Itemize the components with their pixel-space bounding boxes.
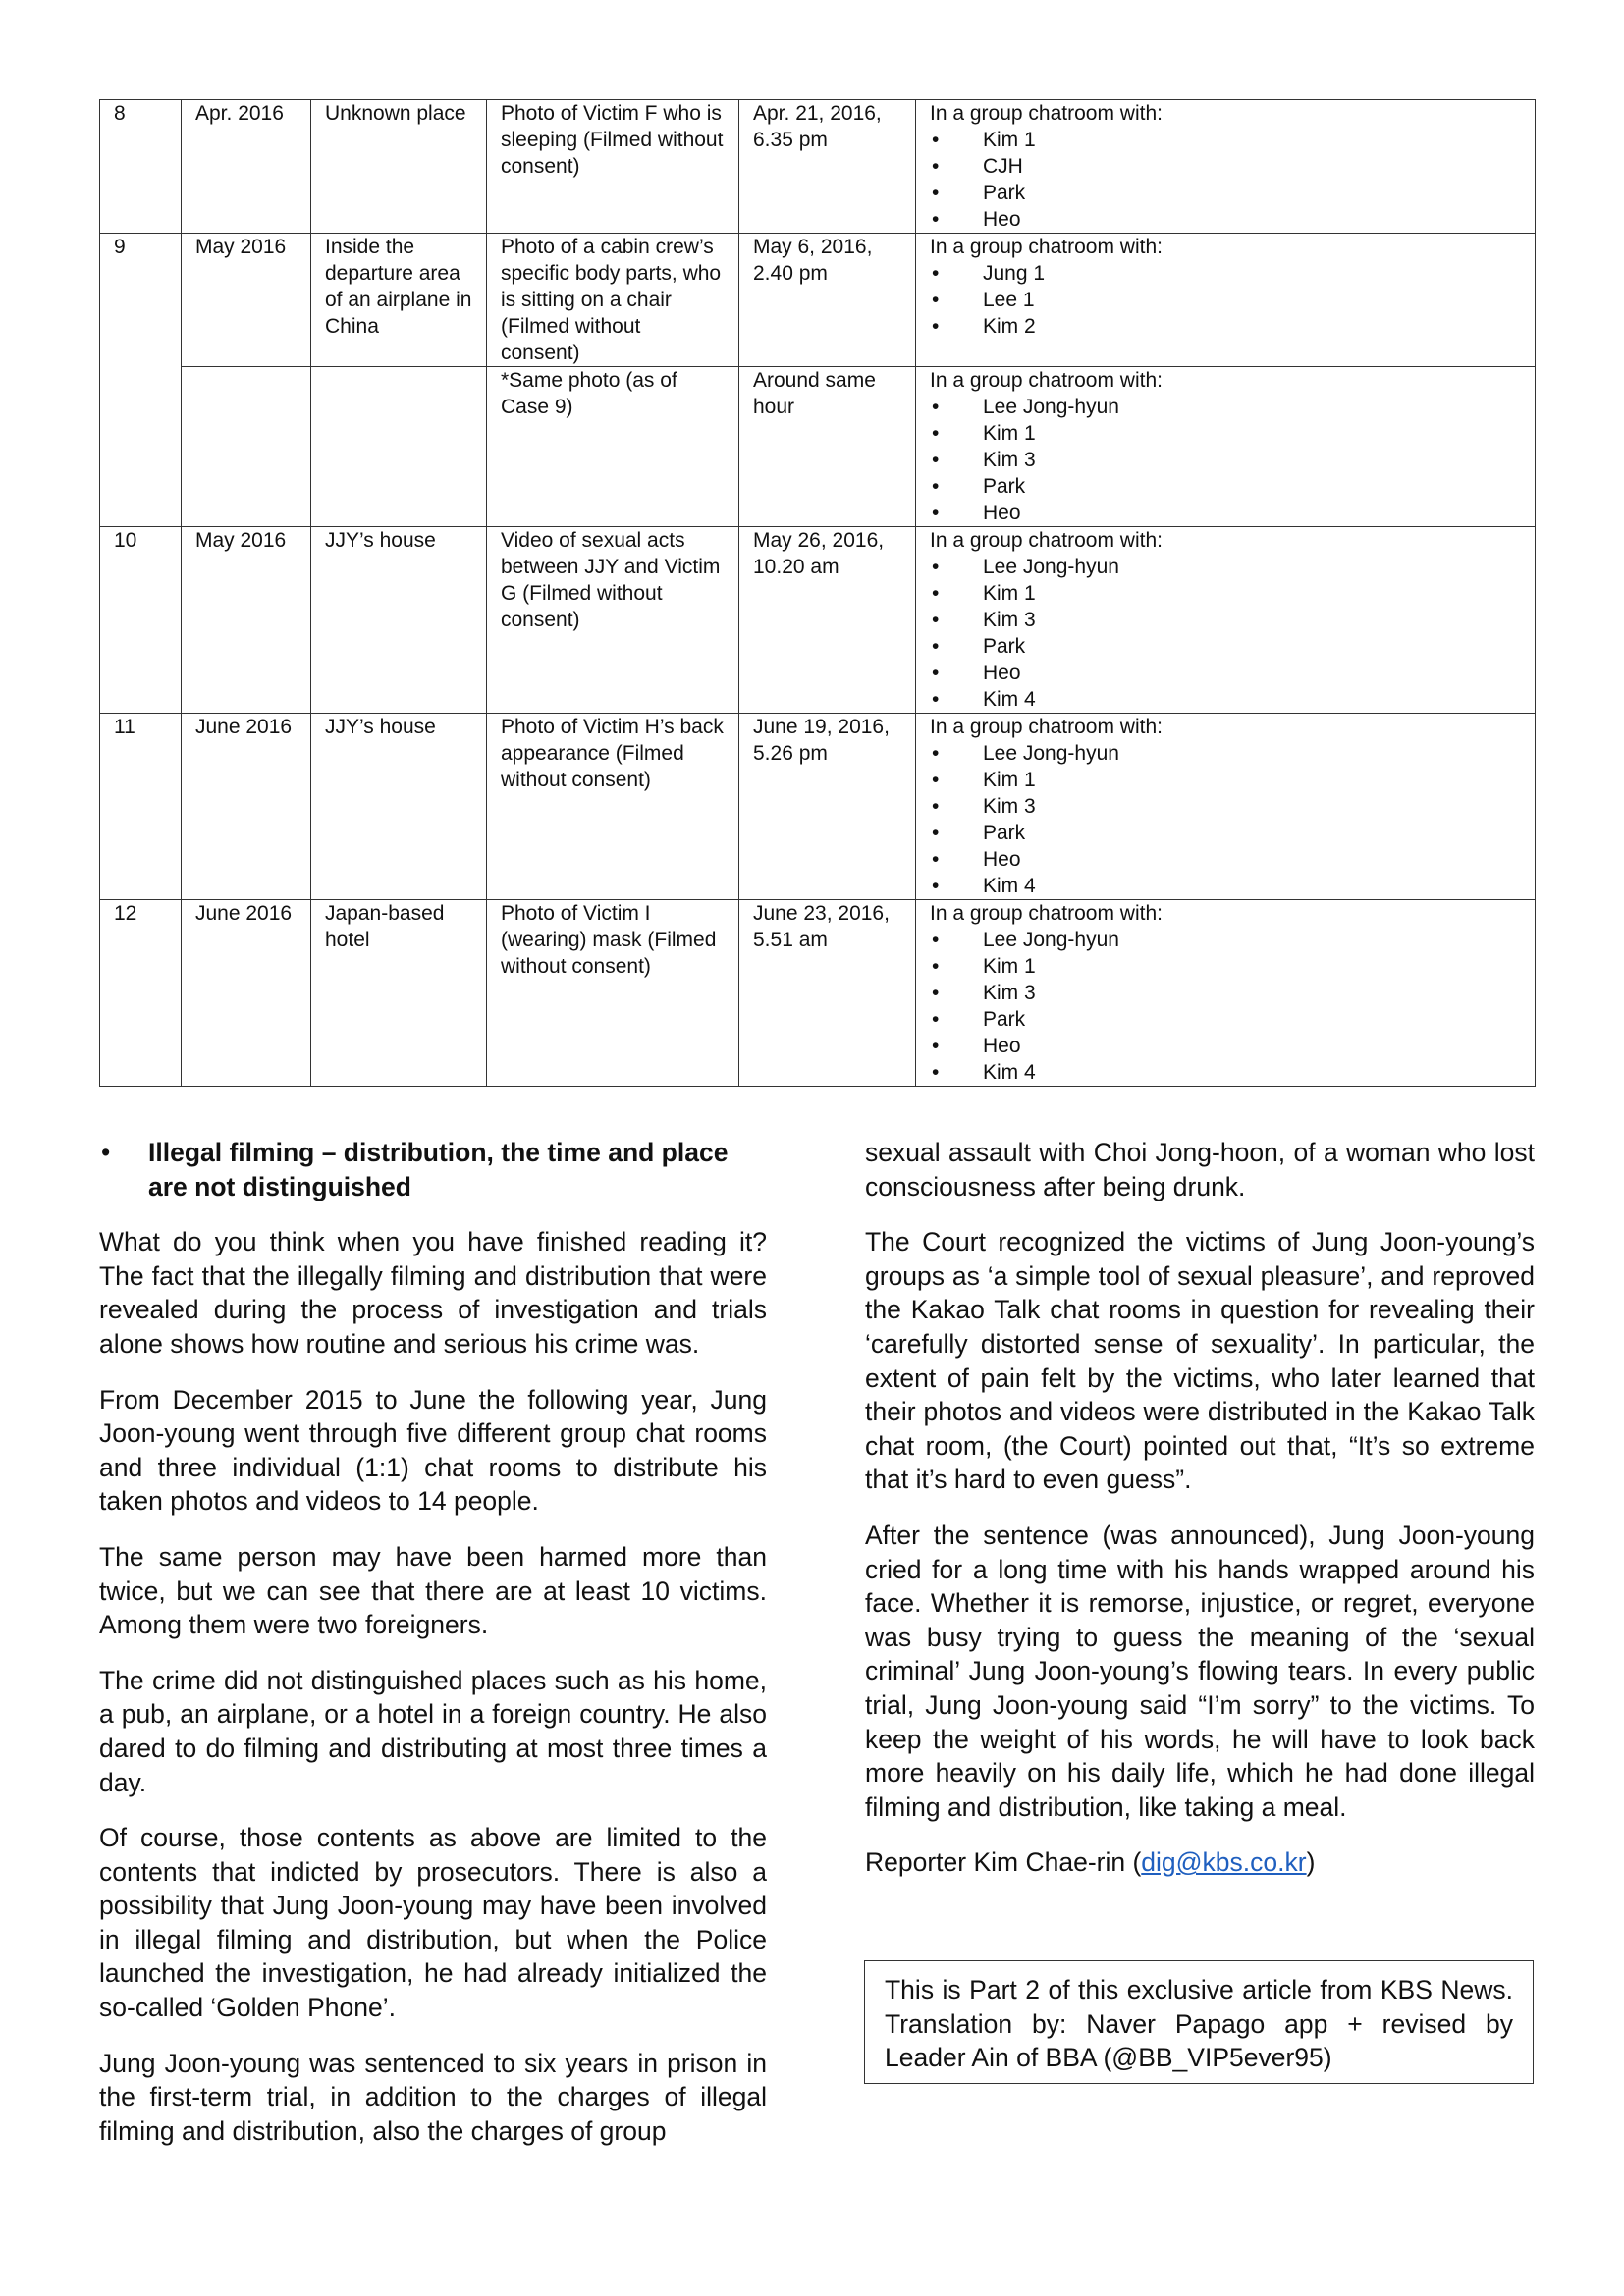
paragraph: Of course, those contents as above are limited to the contents that indicted by prosecutors. There is also a possibility that Jung Joon-young may have been involved in illegal filming and distribution, but when the Police launched the investigation, he had already initialized the so-called ‘Golden Phone’. (99, 1823, 767, 2023)
list-item: • Kim 4 (932, 875, 1036, 897)
case-place (311, 367, 487, 527)
bullet-icon: • (932, 769, 940, 791)
case-datetime: June 19, 2016, 5.26 pm (739, 714, 916, 900)
case-recipients (916, 234, 1536, 367)
paragraph: The Court recognized the victims of Jung Joon-young’s groups as ‘a simple tool of sexual pleasure’, and reproved the Kakao Talk chat rooms in question for revealing their ‘carefully distorted sense of sexuality’. In particular, the extent of pain felt by the victims, who later learned that their photos and videos were distributed in the Kakao Talk chat room, (the Court) pointed out that, “It’s so extreme that it’s hard to even guess”. (865, 1227, 1535, 1495)
case-place: Unknown place (311, 100, 487, 234)
bullet-icon: • (932, 582, 940, 605)
paragraph: What do you think when you have finished reading it? The fact that the illegally filming and distribution that were revealed during the process of investigation and trials alone shows how routine and serious his crime was. (99, 1227, 767, 1359)
recipients-intro: In a group chatroom with: (930, 102, 1163, 125)
case-datetime: May 6, 2016, 2.40 pm (739, 234, 916, 367)
table-row (100, 900, 1536, 1087)
case-number: 10 (100, 527, 182, 714)
bullet-icon: • (932, 208, 940, 231)
bullet-icon: • (932, 396, 940, 418)
case-place: JJY’s house (311, 714, 487, 900)
case-datetime: Apr. 21, 2016, 6.35 pm (739, 100, 916, 234)
bullet-icon: • (932, 688, 940, 711)
case-month: June 2016 (182, 900, 311, 1087)
list-item: • Heo (932, 848, 1021, 871)
bullet-icon: • (932, 449, 940, 471)
list-item: • Kim 4 (932, 688, 1036, 711)
list-item: • Park (932, 182, 1026, 204)
bullet-icon: • (932, 822, 940, 844)
case-month (182, 367, 311, 527)
paragraph: From December 2015 to June the following year, Jung Joon-young went through five different group chat rooms and three individual (1:1) chat rooms to distribute his taken photos and videos to 14 people. (99, 1384, 767, 1517)
case-recipients (916, 367, 1536, 527)
recipients-intro: In a group chatroom with: (930, 236, 1163, 258)
byline: Reporter Kim Chae-rin (dig@kbs.co.kr) (865, 1847, 1316, 1878)
bullet-icon: • (101, 1138, 111, 1167)
table-row (100, 527, 1536, 714)
list-item: • Kim 3 (932, 795, 1036, 818)
list-item: • CJH (932, 155, 1023, 178)
case-datetime: May 26, 2016, 10.20 am (739, 527, 916, 714)
case-place: Inside the departure area of an airplane in China (311, 234, 487, 367)
paragraph: The same person may have been harmed more than twice, but we can see that there are at least 10 victims. Among them were two foreigners. (99, 1541, 767, 1640)
bullet-icon: • (932, 662, 940, 684)
bullet-icon: • (932, 315, 940, 338)
list-item: • Heo (932, 1035, 1021, 1057)
case-datetime: Around same hour (739, 367, 916, 527)
bullet-icon: • (932, 1035, 940, 1057)
case-number: 8 (100, 100, 182, 234)
case-month: May 2016 (182, 234, 311, 367)
list-item: • Kim 1 (932, 422, 1036, 445)
list-item: • Kim 2 (932, 315, 1036, 338)
list-item: • Heo (932, 662, 1021, 684)
case-place: JJY’s house (311, 527, 487, 714)
case-content: Photo of Victim I (wearing) mask (Filmed without consent) (487, 900, 739, 1087)
list-item: • Park (932, 475, 1026, 498)
recipients-intro: In a group chatroom with: (930, 529, 1163, 552)
list-item: • Kim 3 (932, 609, 1036, 631)
list-item: • Kim 1 (932, 955, 1036, 978)
bullet-icon: • (932, 795, 940, 818)
list-item: • Lee 1 (932, 289, 1035, 311)
case-number: 9 (100, 234, 182, 527)
article-right-column (865, 1136, 1535, 1901)
case-place: Japan-based hotel (311, 900, 487, 1087)
translation-note-box (864, 1960, 1534, 2084)
bullet-icon: • (932, 982, 940, 1004)
case-recipients (916, 900, 1536, 1087)
bullet-icon: • (932, 848, 940, 871)
table-row (100, 367, 1536, 527)
list-item: • Kim 1 (932, 129, 1036, 151)
bullet-icon: • (932, 155, 940, 178)
list-item: • Kim 3 (932, 449, 1036, 471)
bullet-icon: • (932, 1061, 940, 1084)
list-item: • Jung 1 (932, 262, 1046, 285)
case-month: May 2016 (182, 527, 311, 714)
list-item: • Lee Jong-hyun (932, 929, 1119, 951)
bullet-icon: • (932, 1008, 940, 1031)
paragraph: Jung Joon-young was sentenced to six years in prison in the first-term trial, in addition to the charges of illegal filming and distribution, also the charges of group (99, 2048, 767, 2146)
list-item: • Park (932, 635, 1026, 658)
bullet-icon: • (932, 742, 940, 765)
list-item: • Lee Jong-hyun (932, 556, 1119, 578)
case-number: 12 (100, 900, 182, 1087)
reporter-email-link[interactable]: dig@kbs.co.kr (1141, 1847, 1307, 1878)
case-month: Apr. 2016 (182, 100, 311, 234)
table-row (100, 234, 1536, 367)
translation-note-text: This is Part 2 of this exclusive article from KBS News. Translation by: Naver Papago app + revised by Leader Ain of BBA (@BB_VIP5ever95) (885, 1975, 1513, 2073)
recipients-intro: In a group chatroom with: (930, 716, 1163, 738)
case-content: *Same photo (as of Case 9) (487, 367, 739, 527)
table-row (100, 100, 1536, 234)
case-number: 11 (100, 714, 182, 900)
list-item: • Kim 4 (932, 1061, 1036, 1084)
bullet-icon: • (932, 262, 940, 285)
bullet-icon: • (932, 289, 940, 311)
list-item: • Kim 1 (932, 769, 1036, 791)
case-recipients (916, 100, 1536, 234)
bullet-icon: • (932, 929, 940, 951)
bullet-icon: • (932, 502, 940, 524)
list-item: • Park (932, 822, 1026, 844)
bullet-icon: • (932, 556, 940, 578)
bullet-icon: • (932, 422, 940, 445)
bullet-icon: • (932, 475, 940, 498)
list-item: • Park (932, 1008, 1026, 1031)
section-heading (99, 1136, 767, 1203)
case-content: Photo of Victim H’s back appearance (Filmed without consent) (487, 714, 739, 900)
list-item: • Heo (932, 502, 1021, 524)
case-recipients (916, 714, 1536, 900)
paragraph: The crime did not distinguished places such as his home, a pub, an airplane, or a hotel in a foreign country. He also dared to do filming and distributing at most three times a day. (99, 1665, 767, 1797)
recipients-intro: In a group chatroom with: (930, 902, 1163, 925)
list-item: • Kim 3 (932, 982, 1036, 1004)
paragraph: After the sentence (was announced), Jung Joon-young cried for a long time with his hands wrapped around his face. Whether it is remorse, injustice, or regret, everyone was busy trying to guess the meaning of the ‘sexual criminal’ Jung Joon-young’s flowing tears. In every public trial, Jung Joon-young said “I’m sorry” to the victims. To keep the weight of his words, he will have to look back more heavily on his daily life, which he had done illegal filming and distribution, like taking a meal. (865, 1520, 1535, 1822)
bullet-icon: • (932, 875, 940, 897)
list-item: • Lee Jong-hyun (932, 396, 1119, 418)
bullet-icon: • (932, 609, 940, 631)
bullet-icon: • (932, 955, 940, 978)
bullet-icon: • (932, 635, 940, 658)
cases-table (99, 99, 1536, 1087)
bullet-icon: • (932, 182, 940, 204)
case-recipients (916, 527, 1536, 714)
case-content: Video of sexual acts between JJY and Victim G (Filmed without consent) (487, 527, 739, 714)
recipients-intro: In a group chatroom with: (930, 369, 1163, 392)
paragraph: sexual assault with Choi Jong-hoon, of a woman who lost consciousness after being drunk. (865, 1138, 1535, 1201)
case-month: June 2016 (182, 714, 311, 900)
bullet-icon: • (932, 129, 940, 151)
list-item: • Kim 1 (932, 582, 1036, 605)
table-row (100, 714, 1536, 900)
case-content: Photo of Victim F who is sleeping (Filmed without consent) (487, 100, 739, 234)
list-item: • Lee Jong-hyun (932, 742, 1119, 765)
case-datetime: June 23, 2016, 5.51 am (739, 900, 916, 1087)
section-heading-text: Illegal filming – distribution, the time and place are not distinguished (148, 1138, 729, 1201)
article-left-column (99, 1136, 767, 2169)
case-content: Photo of a cabin crew’s specific body parts, who is sitting on a chair (Filmed without consent) (487, 234, 739, 367)
list-item: • Heo (932, 208, 1021, 231)
